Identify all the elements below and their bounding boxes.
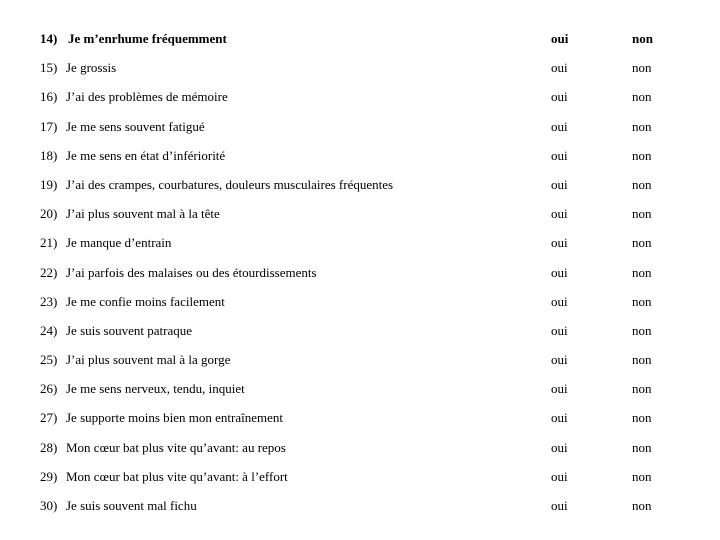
question-row: [0, 141, 720, 170]
question-text: Je me sens en état d’infériorité: [66, 147, 226, 163]
question-number: 24): [40, 322, 58, 338]
question-text: J’ai des problèmes de mémoire: [66, 89, 228, 105]
answer-yes[interactable]: oui: [551, 118, 568, 134]
question-row: [0, 112, 720, 141]
answer-no[interactable]: non: [632, 118, 652, 134]
question-row: [0, 287, 720, 316]
question-text: Je supporte moins bien mon entraînement: [66, 410, 283, 426]
answer-no[interactable]: non: [632, 89, 652, 105]
question-text: Je me sens nerveux, tendu, inquiet: [66, 381, 245, 397]
question-row: [0, 491, 720, 520]
question-row: [0, 228, 720, 257]
answer-yes[interactable]: oui: [551, 176, 568, 192]
answer-no[interactable]: non: [632, 410, 652, 426]
question-text: J’ai plus souvent mal à la gorge: [66, 352, 231, 368]
answer-no[interactable]: non: [632, 235, 652, 251]
question-number: 17): [40, 118, 58, 134]
question-number: 20): [40, 206, 58, 222]
question-text: Mon cœur bat plus vite qu’avant: à l’effort: [66, 468, 288, 484]
question-number: 30): [40, 498, 58, 513]
answer-no[interactable]: non: [632, 381, 652, 397]
question-number: 23): [40, 293, 58, 309]
question-row: [0, 345, 720, 374]
question-row: [0, 170, 720, 199]
answer-yes[interactable]: oui: [551, 264, 568, 280]
answer-no[interactable]: non: [632, 206, 652, 222]
question-number: 22): [40, 264, 58, 280]
question-number: 26): [40, 381, 58, 397]
question-row: [0, 53, 720, 82]
answer-no[interactable]: non: [632, 293, 652, 309]
questionnaire: [0, 24, 720, 520]
question-text: J’ai parfois des malaises ou des étourdissements: [66, 264, 317, 280]
answer-yes[interactable]: oui: [551, 206, 568, 222]
question-text: J’ai plus souvent mal à la tête: [66, 206, 220, 222]
answer-no[interactable]: non: [632, 147, 652, 163]
answer-no[interactable]: non: [632, 31, 653, 46]
answer-yes[interactable]: oui: [551, 147, 568, 163]
question-row: [0, 82, 720, 111]
question-number: 18): [40, 147, 58, 163]
question-text: Je suis souvent patraque: [66, 322, 193, 338]
answer-no[interactable]: non: [632, 352, 652, 368]
answer-yes[interactable]: oui: [551, 352, 568, 368]
answer-yes[interactable]: oui: [551, 410, 568, 426]
question-number: 19): [40, 176, 58, 192]
answer-yes[interactable]: oui: [551, 31, 569, 46]
answer-yes[interactable]: oui: [551, 381, 568, 397]
answer-no[interactable]: non: [632, 60, 652, 76]
question-text: Je m’enrhume fréquemment: [68, 31, 227, 46]
question-text: Je suis souvent mal fichu: [66, 498, 197, 513]
answer-no[interactable]: non: [632, 439, 652, 455]
answer-yes[interactable]: oui: [551, 498, 568, 513]
question-row: [0, 316, 720, 345]
question-number: 25): [40, 352, 58, 368]
answer-no[interactable]: non: [632, 176, 652, 192]
question-text: Mon cœur bat plus vite qu’avant: au repos: [66, 439, 286, 455]
answer-yes[interactable]: oui: [551, 89, 568, 105]
question-text: Je me sens souvent fatigué: [66, 118, 205, 134]
question-row: [0, 258, 720, 287]
question-row: [0, 403, 720, 432]
question-row: [0, 433, 720, 462]
question-number: 21): [40, 235, 58, 251]
question-number: 28): [40, 439, 58, 455]
question-number: 15): [40, 60, 58, 76]
answer-yes[interactable]: oui: [551, 322, 568, 338]
question-number: 27): [40, 410, 58, 426]
question-row: [0, 462, 720, 491]
answer-yes[interactable]: oui: [551, 439, 568, 455]
answer-yes[interactable]: oui: [551, 235, 568, 251]
answer-no[interactable]: non: [632, 498, 652, 513]
answer-yes[interactable]: oui: [551, 60, 568, 76]
question-number: 14): [40, 31, 58, 46]
answer-no[interactable]: non: [632, 468, 652, 484]
question-number: 16): [40, 89, 58, 105]
question-text: Je manque d’entrain: [66, 235, 172, 251]
question-row: [0, 199, 720, 228]
answer-yes[interactable]: oui: [551, 293, 568, 309]
answer-yes[interactable]: oui: [551, 468, 568, 484]
question-row: [0, 374, 720, 403]
question-number: 29): [40, 468, 58, 484]
question-text: Je me confie moins facilement: [66, 293, 225, 309]
answer-no[interactable]: non: [632, 264, 652, 280]
answer-no[interactable]: non: [632, 322, 652, 338]
question-text: J’ai des crampes, courbatures, douleurs musculaires fréquentes: [66, 176, 394, 192]
question-text: Je grossis: [66, 60, 117, 76]
question-row: [0, 24, 720, 53]
